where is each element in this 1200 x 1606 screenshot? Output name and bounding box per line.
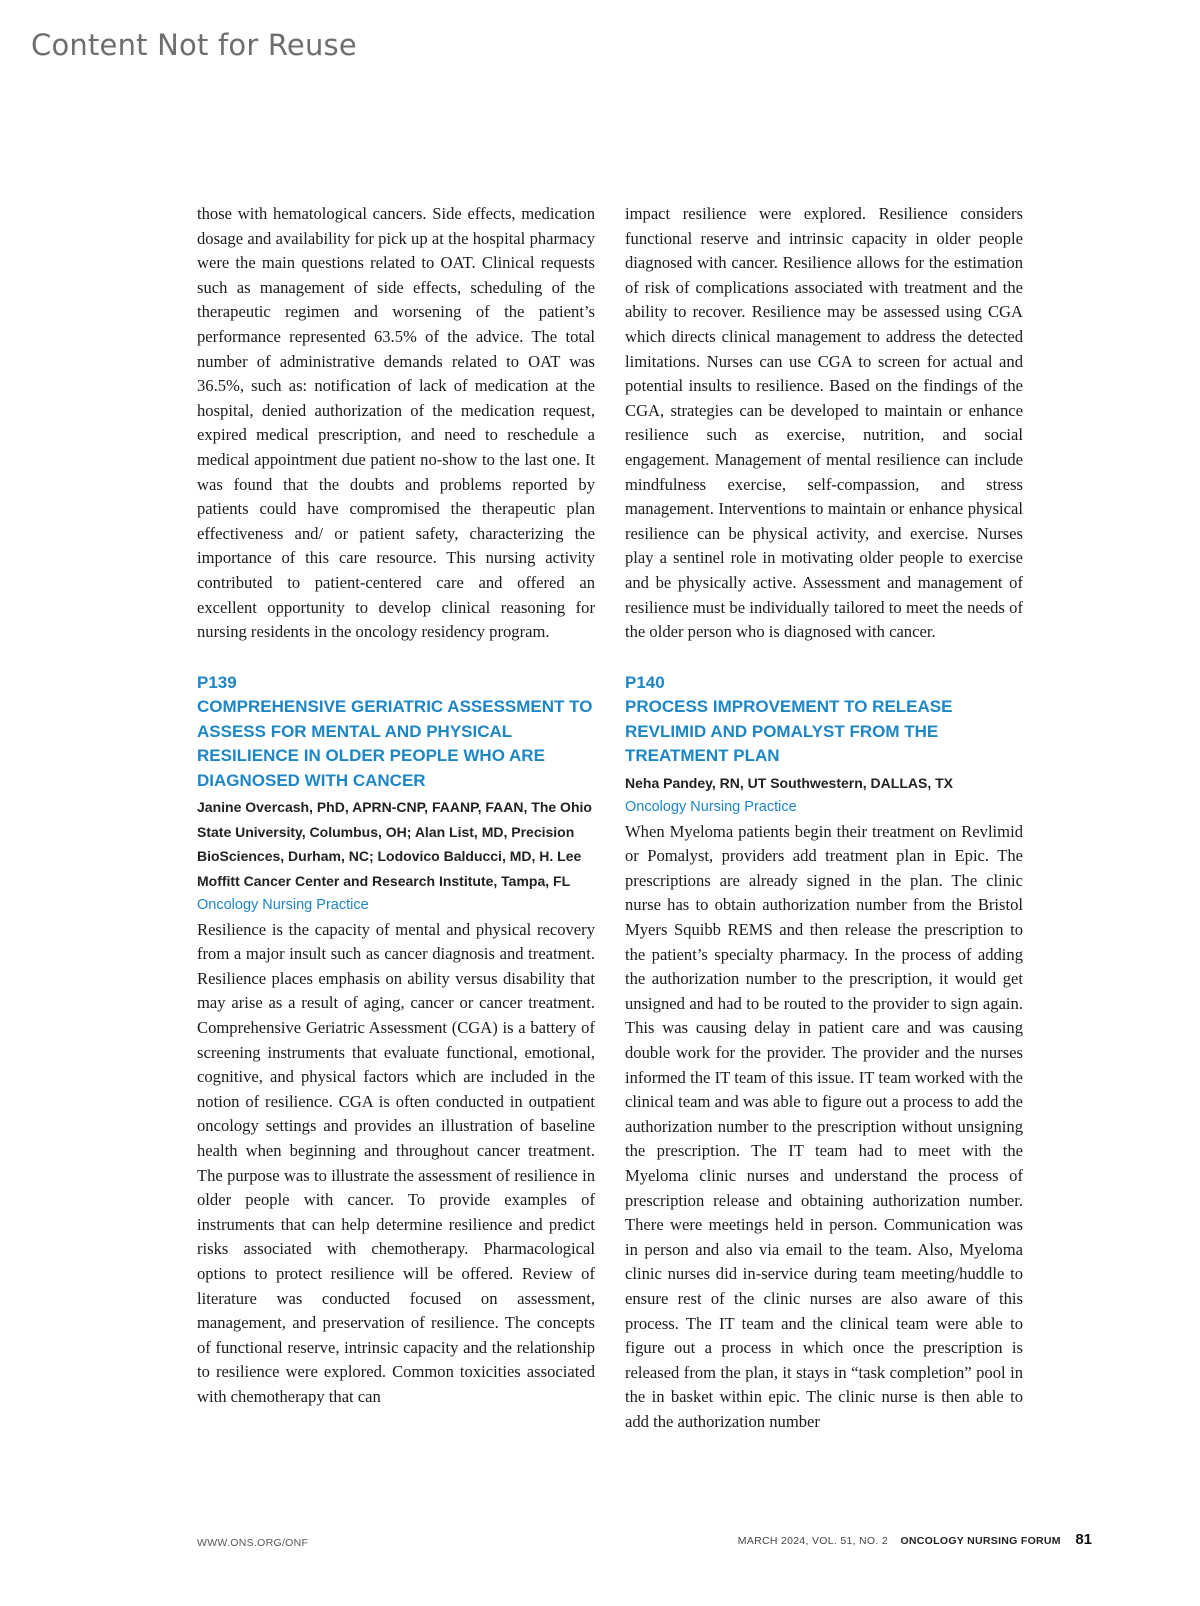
abstract-p139 — [197, 671, 595, 1410]
abstract-category: Oncology Nursing Practice — [625, 799, 797, 816]
abstract-authors: Neha Pandey, RN, UT Southwestern, DALLAS, TX — [625, 774, 954, 791]
footer-journal-name: ONCOLOGY NURSING FORUM — [900, 1535, 1061, 1547]
abstract-authors: Janine Overcash, PhD, APRN-CNP, FAANP, FAAN, The Ohio State University, Columbus, OH; Alan List, MD, Precision BioSciences, Durham, NC; Lodovico Balducci, MD, H. Lee Moffitt Cancer Center and Research Institute, Tampa, FL — [197, 799, 592, 889]
continued-paragraph: those with hematological cancers. Side effects, medication dosage and availability for pick up at the hospital pharmacy were the main questions related to OAT. Clinical requests such as management of side effects, scheduling of the therapeutic regimen and worsening of the patient’s performance represented 63.5% of the advice. The total number of administrative demands related to OAT was 36.5%, such as: notification of lack of medication at the hospital, denied authorization of the medication request, expired medical prescription, and need to reschedule a medical appointment due patient no-show to the last one. It was found that the doubts and problems reported by patients could have compromised the therapeutic plan effectiveness and/ or patient safety, characterizing the importance of this care resource. This nursing activity contributed to patient-centered care and offered an excellent opportunity to develop clinical reasoning for nursing residents in the oncology residency program. — [197, 204, 595, 642]
footer-issue: MARCH 2024, VOL. 51, NO. 2 — [737, 1535, 888, 1547]
right-column — [625, 202, 1023, 1435]
continued-paragraph: impact resilience were explored. Resilience considers functional reserve and intrinsic capacity in older people diagnosed with cancer. Resilience allows for the estimation of risk of complications associated with treatment and the ability to recover. Resilience may be assessed using CGA which directs clinical management to address the detected limitations. Nurses can use CGA to screen for actual and potential insults to resilience. Based on the findings of the CGA, strategies can be developed to maintain or enhance resilience such as exercise, nutrition, and social engagement. Management of mental resilience can include mindfulness exercise, self-compassion, and stress management. Interventions to maintain or enhance physical resilience can be physical activity, and exercise. Nurses play a sentinel role in motivating older people to exercise and be physically active. Assessment and management of resilience must be individually tailored to meet the needs of the older person who is diagnosed with cancer. — [625, 204, 1023, 642]
abstract-title: COMPREHENSIVE GERIATRIC ASSESSMENT TO ASSESS FOR MENTAL AND PHYSICAL RESILIENCE IN OLDER PEOPLE WHO ARE DIAGNOSED WITH CANCER — [197, 697, 593, 790]
abstract-p140 — [625, 671, 1023, 1435]
abstract-category: Oncology Nursing Practice — [197, 897, 369, 914]
footer-url[interactable]: WWW.ONS.ORG/ONF — [197, 1537, 309, 1549]
abstract-body: Resilience is the capacity of mental and physical recovery from a major insult such as cancer diagnosis and treatment. Resilience places emphasis on ability versus disability that may arise as a result of aging, cancer or cancer treatment. Comprehensive Geriatric Assessment (CGA) is a battery of screening instruments that evaluate functional, emotional, cognitive, and physical factors which are included in the notion of resilience. CGA is often conducted in outpatient oncology settings and provides an illustration of baseline health when beginning and throughout cancer treatment. The purpose was to illustrate the assessment of resilience in older people with cancer. To provide examples of instruments that can help determine resilience and predict risks associated with chemotherapy. Pharmacological options to protect resilience will be offered. Review of literature was conducted focused on assessment, management, and preservation of resilience. The concepts of functional reserve, intrinsic capacity and the relationship to resilience were explored. Common toxicities associated with chemotherapy that can — [197, 919, 595, 1406]
abstract-title: PROCESS IMPROVEMENT TO RELEASE REVLIMID AND POMALYST FROM THE TREATMENT PLAN — [625, 697, 953, 766]
footer-issue-info — [738, 1531, 1092, 1549]
abstract-id: P139 — [197, 672, 237, 692]
left-column — [197, 202, 595, 1410]
abstract-body: When Myeloma patients begin their treatment on Revlimid or Pomalyst, providers add treatment plan in Epic. The prescriptions are already signed in the plan. The clinic nurse has to obtain authorization number from the Bristol Myers Squibb REMS and then release the prescription to the patient’s specialty pharmacy. In the process of adding the authorization number to the prescription, it would get unsigned and had to be routed to the provider to sign again. This was causing delay in patient care and was causing double work for the provider. The provider and the nurses informed the IT team of this issue. IT team worked with the clinical team and was able to figure out a process to add the authorization number to the prescription without unsigning the prescription. The IT team had to meet with the Myeloma clinic nurses and understand the process of prescription release and obtaining authorization number. There were meetings held in person. Communication was in person and also via email to the team. Also, Myeloma clinic nurses did in-service during team meeting/huddle to ensure rest of the clinic nurses are also aware of this process. The IT team and the clinical team were able to figure out a process in which once the prescription is released from the plan, it stays in “task completion” pool in the in basket within epic. The clinic nurse is then able to add the authorization number — [625, 821, 1023, 1431]
watermark-text: Content Not for Reuse — [31, 28, 357, 62]
page-number: 81 — [1075, 1531, 1092, 1548]
abstract-id: P140 — [625, 672, 665, 692]
